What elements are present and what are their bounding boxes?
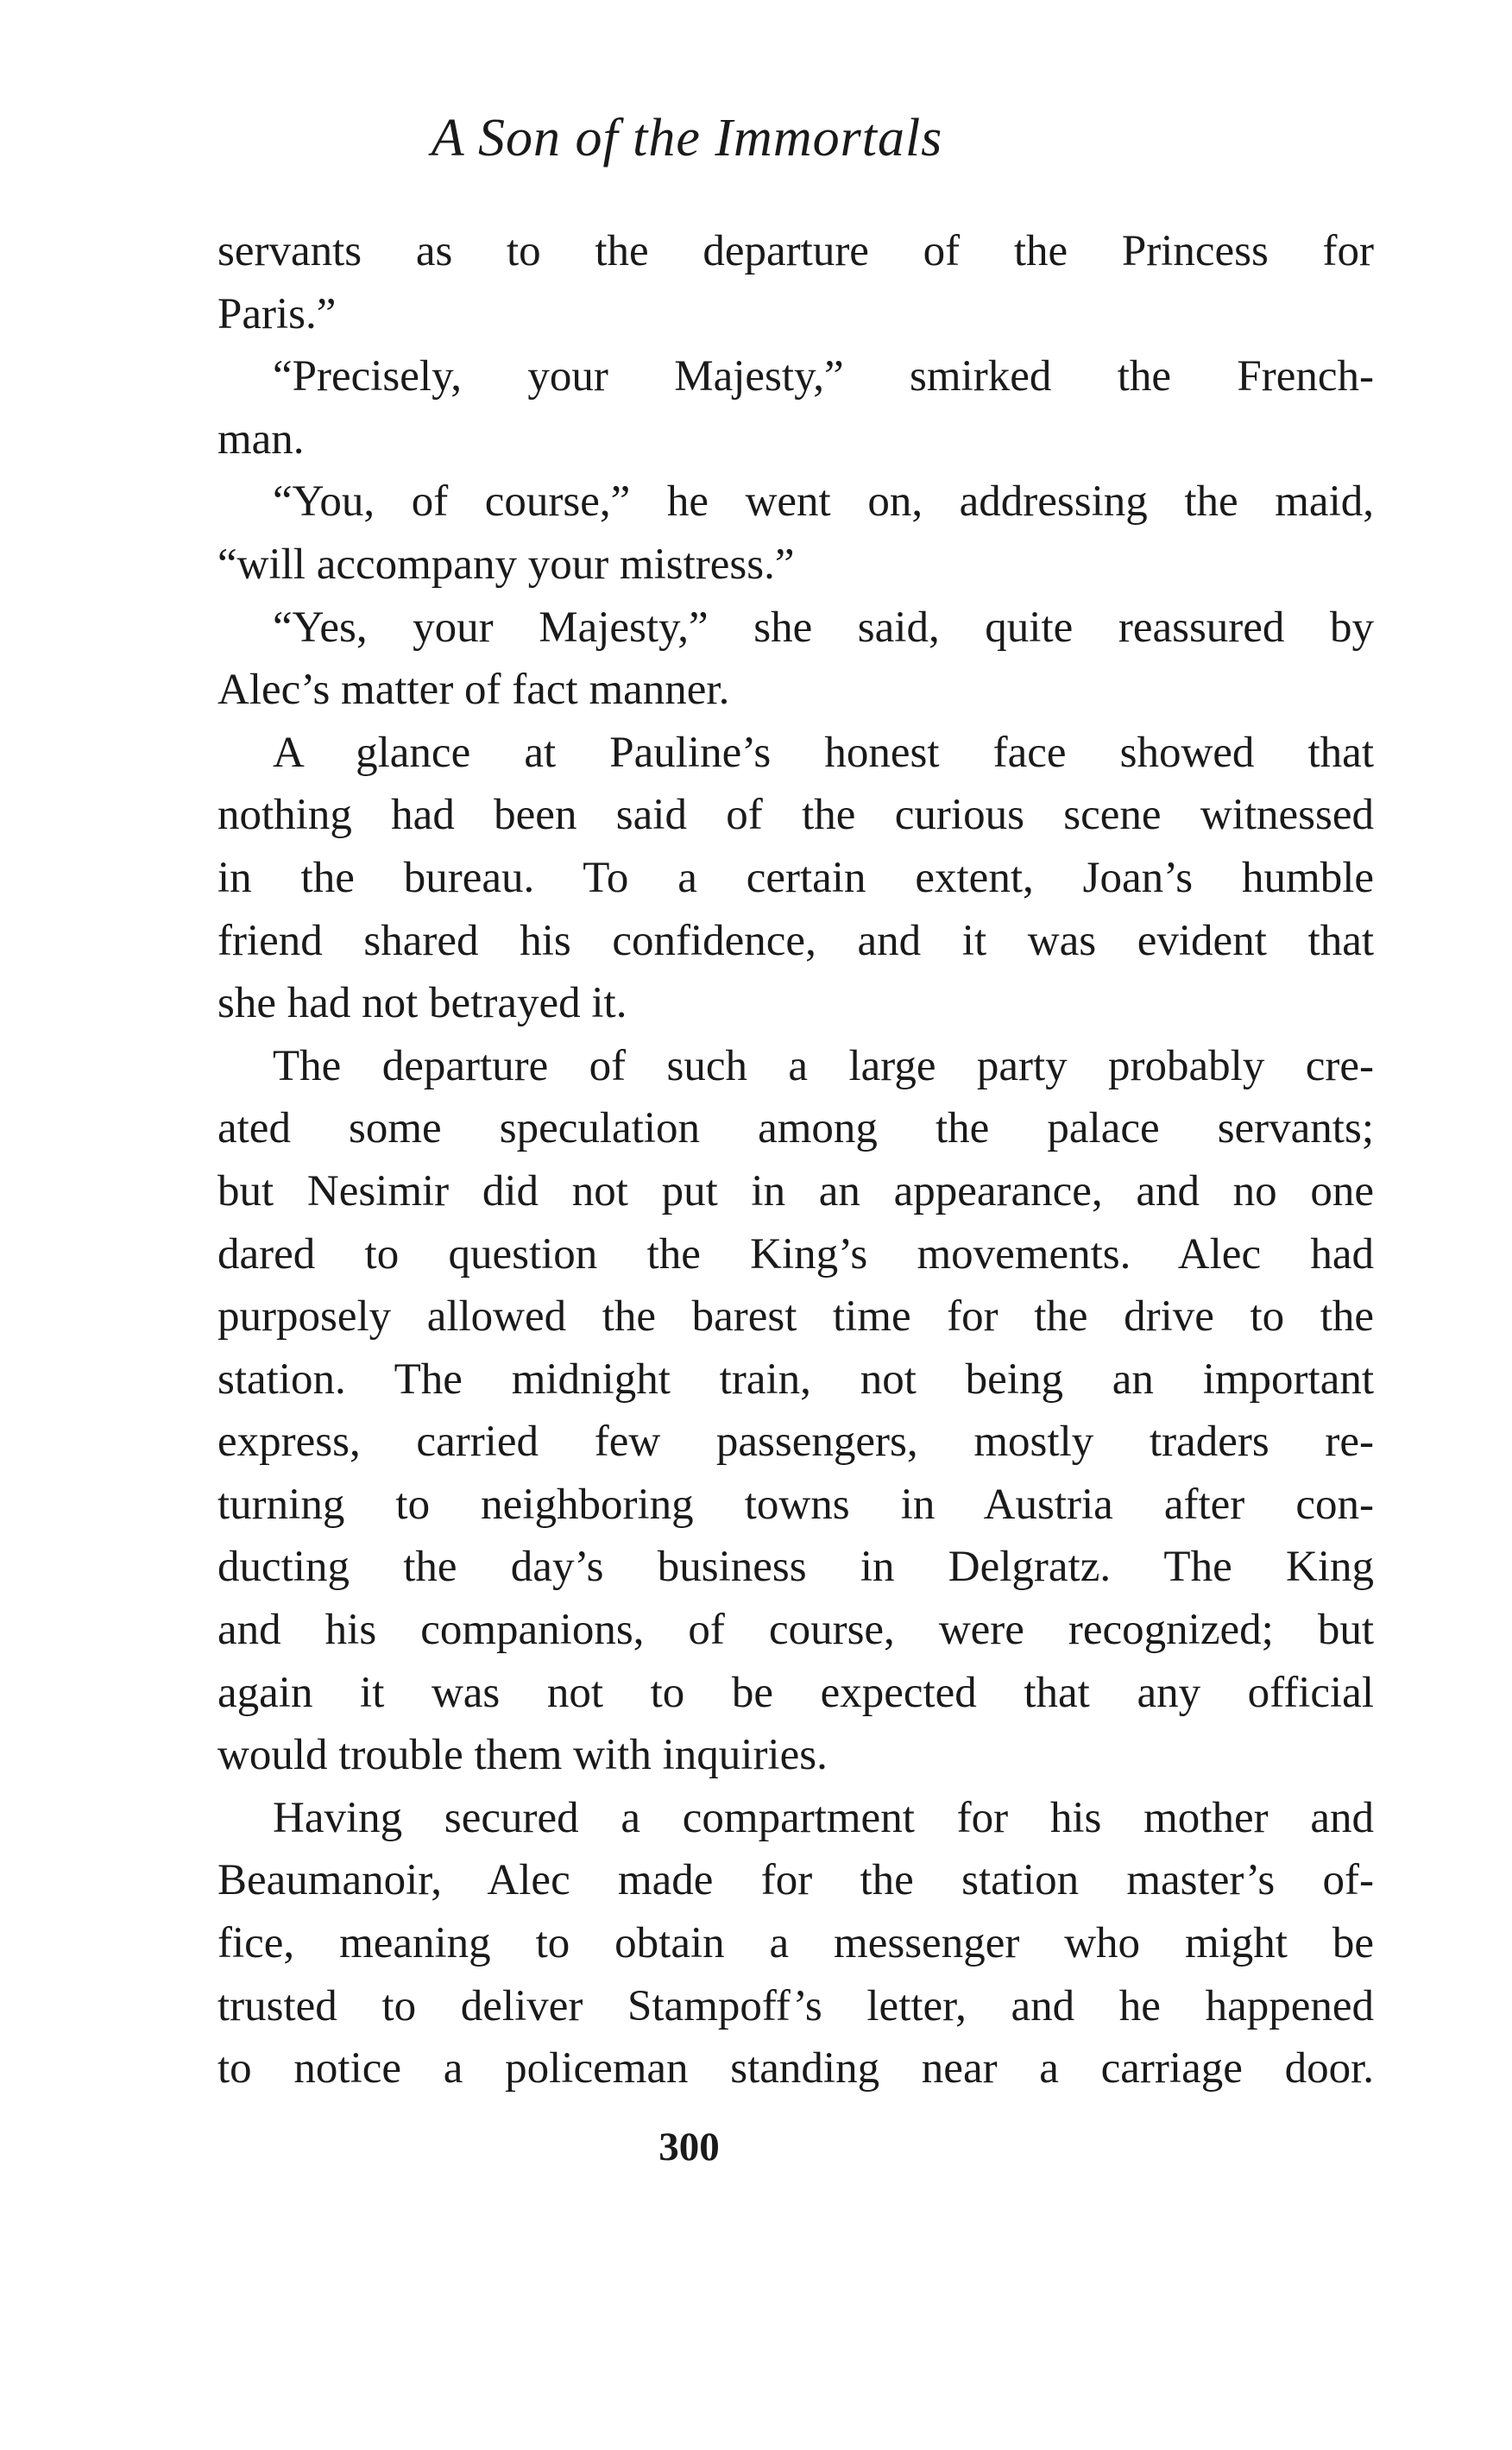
text-line: dared to question the King’s movements. Alec had — [217, 1229, 1374, 1279]
text-line: friend shared his confidence, and it was evident that — [217, 916, 1374, 965]
text-line: station. The midnight train, not being an important — [217, 1354, 1374, 1404]
text-line: “Yes, your Majesty,” she said, quite reassured by — [273, 603, 1374, 652]
text-line: purposely allowed the barest time for the drive to the — [217, 1292, 1374, 1342]
body-text — [217, 220, 1374, 2100]
text-line: The departure of such a large party probably cre- — [273, 1041, 1374, 1090]
text-line: turning to neighboring towns in Austria after con- — [217, 1480, 1374, 1529]
text-line: man. — [217, 414, 305, 464]
text-line: “You, of course,” he went on, addressing the maid, — [273, 477, 1374, 527]
text-line: Paris.” — [217, 289, 337, 338]
text-line: fice, meaning to obtain a messenger who might be — [217, 1919, 1374, 1968]
page-number: 300 — [658, 2125, 720, 2169]
text-line: A glance at Pauline’s honest face showed that — [273, 728, 1374, 777]
text-line: Having secured a compartment for his mother and — [273, 1793, 1374, 1842]
text-line: she had not betrayed it. — [217, 979, 627, 1028]
text-line: servants as to the departure of the Princess for — [217, 227, 1374, 275]
text-line: express, carried few passengers, mostly traders re- — [217, 1418, 1374, 1467]
text-line: would trouble them with inquiries. — [217, 1731, 828, 1780]
running-head: A Son of the Immortals — [431, 109, 943, 167]
text-line: Alec’s matter of fact manner. — [217, 666, 730, 715]
text-line: Beaumanoir, Alec made for the station master’s of- — [217, 1856, 1374, 1905]
text-line: again it was not to be expected that any official — [217, 1668, 1374, 1717]
text-line: trusted to deliver Stampoff’s letter, and he happened — [217, 1981, 1374, 2030]
text-line: “Precisely, your Majesty,” smirked the French- — [273, 352, 1374, 401]
text-line: ated some speculation among the palace servants; — [217, 1104, 1374, 1153]
text-line: “will accompany your mistress.” — [217, 540, 795, 589]
text-line: to notice a policeman standing near a carriage door. — [217, 2044, 1374, 2093]
text-line: nothing had been said of the curious scene witnessed — [217, 791, 1374, 840]
text-line: in the bureau. To a certain extent, Joan’s humble — [217, 853, 1374, 902]
text-line: but Nesimir did not put in an appearance, and no one — [217, 1166, 1374, 1216]
text-line: ducting the day’s business in Delgratz. The King — [217, 1543, 1374, 1592]
text-line: and his companions, of course, were recognized; but — [217, 1606, 1374, 1655]
